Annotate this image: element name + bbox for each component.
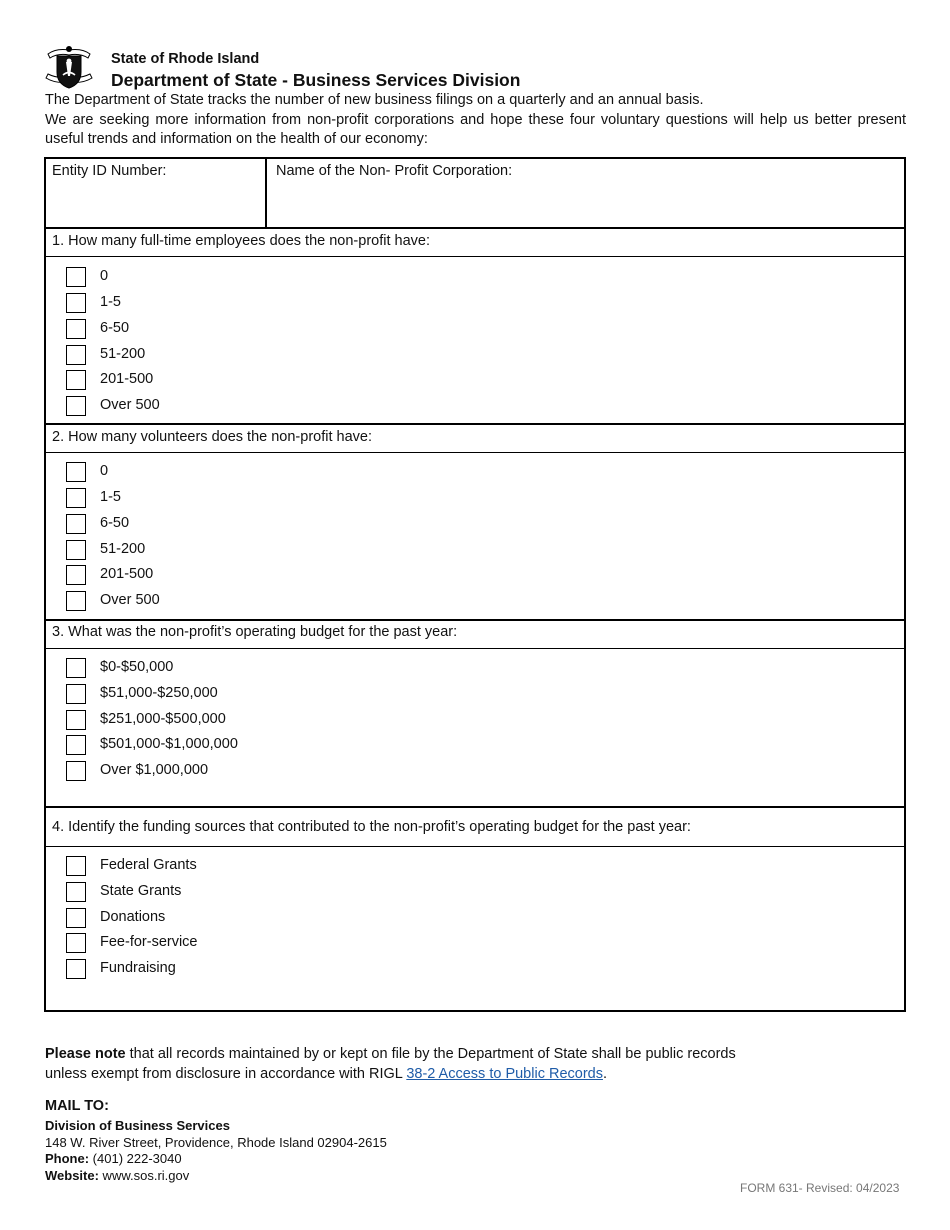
checkbox[interactable]: [66, 565, 86, 585]
intro-line-2: We are seeking more information from non-profit corporations and hope these four voluntary questions will help us better present useful trends and information on the health of our economy:: [45, 112, 906, 147]
q4-option-fee-for-service[interactable]: Fee-for-service: [66, 932, 86, 954]
q3-option-501000-1000000[interactable]: $501,000-$1,000,000: [66, 734, 86, 756]
divider: [46, 619, 904, 621]
q4-option-donations[interactable]: Donations: [66, 907, 86, 929]
checkbox[interactable]: [66, 684, 86, 704]
divider: [46, 227, 904, 229]
checkbox[interactable]: [66, 319, 86, 339]
divider: [46, 846, 904, 847]
survey-form: [44, 157, 906, 1012]
q1-option-51-200[interactable]: 51-200: [66, 344, 86, 366]
checkbox[interactable]: [66, 882, 86, 902]
checkbox[interactable]: [66, 540, 86, 560]
mail-to-heading: MAIL TO:: [45, 1098, 109, 1114]
q1-option-1-5[interactable]: 1-5: [66, 292, 86, 314]
divider: [46, 423, 904, 425]
q2-option-1-5[interactable]: 1-5: [66, 487, 86, 509]
website-line: Website: www.sos.ri.gov: [45, 1168, 190, 1183]
divider: [46, 452, 904, 453]
q1-option-0[interactable]: 0: [66, 266, 86, 288]
public-records-note: Please note that all records maintained by or kept on file by the Department of State shall be public records unless exempt from disclosure in accordance with RIGL 38-2 Access to Public Records.: [45, 1046, 736, 1082]
entity-id-field[interactable]: Entity ID Number:: [52, 163, 167, 179]
checkbox[interactable]: [66, 933, 86, 953]
q2-option-6-50[interactable]: 6-50: [66, 513, 86, 535]
q2-option-0[interactable]: 0: [66, 461, 86, 483]
q1-option-6-50[interactable]: 6-50: [66, 318, 86, 340]
checkbox[interactable]: [66, 293, 86, 313]
divider: [46, 256, 904, 257]
q1-option-201-500[interactable]: 201-500: [66, 369, 86, 391]
checkbox[interactable]: [66, 345, 86, 365]
public-records-link[interactable]: 38-2 Access to Public Records: [406, 1065, 603, 1082]
q4-option-fundraising[interactable]: Fundraising: [66, 958, 86, 980]
checkbox[interactable]: [66, 710, 86, 730]
checkbox[interactable]: [66, 591, 86, 611]
department-title: Department of State - Business Services Division: [111, 70, 521, 90]
q3-option-0-50000[interactable]: $0-$50,000: [66, 657, 86, 679]
q3-option-51000-250000[interactable]: $51,000-$250,000: [66, 683, 86, 705]
checkbox[interactable]: [66, 761, 86, 781]
checkbox[interactable]: [66, 488, 86, 508]
checkbox[interactable]: [66, 370, 86, 390]
rhode-island-seal-icon: [44, 44, 94, 92]
form-number: FORM 631- Revised: 04/2023: [740, 1181, 900, 1195]
mailing-address: 148 W. River Street, Providence, Rhode Island 02904-2615: [45, 1135, 387, 1150]
corp-name-field[interactable]: Name of the Non- Profit Corporation:: [276, 163, 513, 179]
checkbox[interactable]: [66, 267, 86, 287]
state-title: State of Rhode Island: [111, 51, 260, 67]
checkbox[interactable]: [66, 396, 86, 416]
checkbox[interactable]: [66, 908, 86, 928]
intro-line-1: The Department of State tracks the number of new business filings on a quarterly and an annual basis.: [45, 92, 704, 108]
checkbox[interactable]: [66, 856, 86, 876]
phone-line: Phone: (401) 222-3040: [45, 1151, 182, 1166]
q3-option-251000-500000[interactable]: $251,000-$500,000: [66, 709, 86, 731]
question-1-label: 1. How many full-time employees does the non-profit have:: [52, 233, 430, 249]
divider: [46, 648, 904, 649]
q2-option-201-500[interactable]: 201-500: [66, 564, 86, 586]
checkbox[interactable]: [66, 959, 86, 979]
checkbox[interactable]: [66, 514, 86, 534]
question-4-label: 4. Identify the funding sources that contributed to the non-profit’s operating budget for the past year:: [52, 819, 691, 835]
q2-option-51-200[interactable]: 51-200: [66, 539, 86, 561]
divider: [46, 806, 904, 808]
checkbox[interactable]: [66, 658, 86, 678]
field-divider: [265, 159, 267, 227]
checkbox[interactable]: [66, 462, 86, 482]
q3-option-over-1000000[interactable]: Over $1,000,000: [66, 760, 86, 782]
q1-option-over-500[interactable]: Over 500: [66, 395, 86, 417]
q4-option-federal-grants[interactable]: Federal Grants: [66, 855, 86, 877]
q4-option-state-grants[interactable]: State Grants: [66, 881, 86, 903]
division-name: Division of Business Services: [45, 1118, 230, 1133]
q2-option-over-500[interactable]: Over 500: [66, 590, 86, 612]
checkbox[interactable]: [66, 735, 86, 755]
question-3-label: 3. What was the non-profit’s operating budget for the past year:: [52, 624, 458, 640]
question-2-label: 2. How many volunteers does the non-profit have:: [52, 429, 372, 445]
